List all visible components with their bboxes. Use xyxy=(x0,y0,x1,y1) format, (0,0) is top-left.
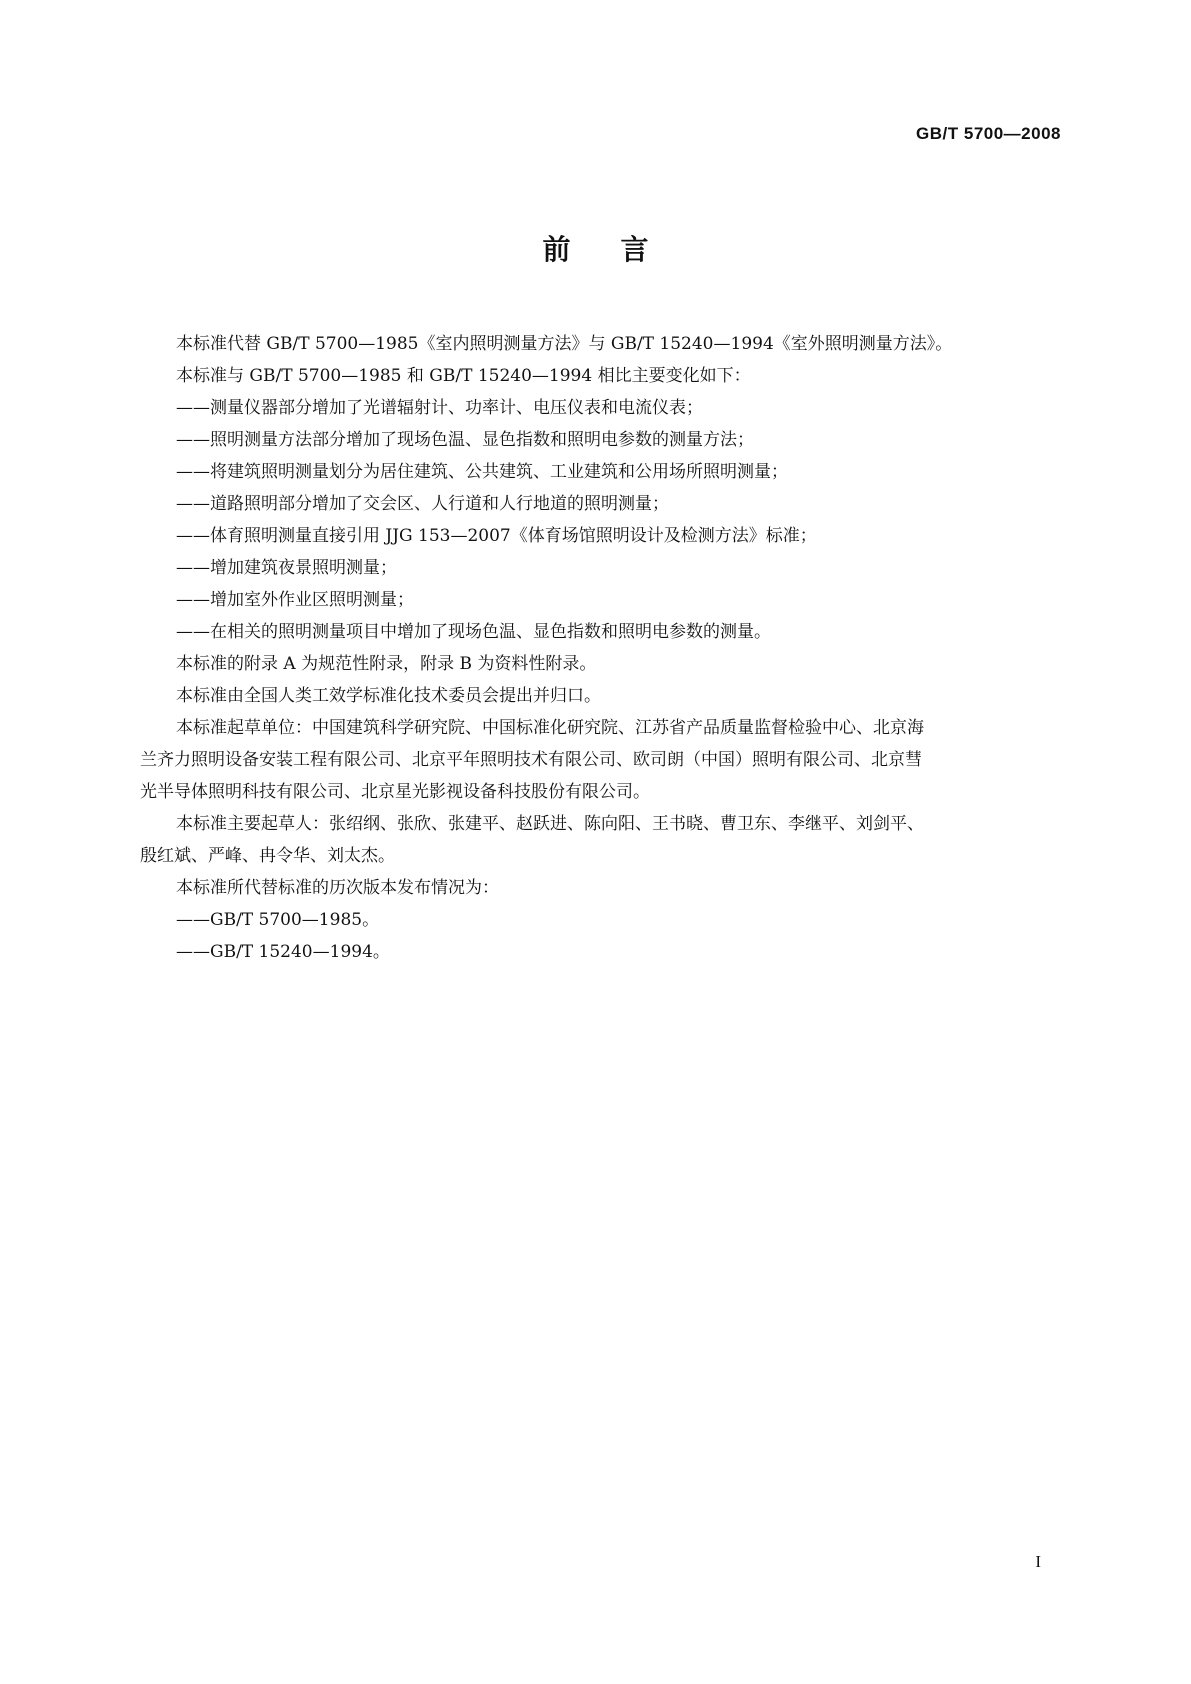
page-title: 前言 xyxy=(542,233,699,266)
text-line: 本标准由全国人类工效学标准化技术委员会提出并归口。 xyxy=(176,686,601,706)
list-item: ——照明测量方法部分增加了现场色温、显色指数和照明电参数的测量方法； xyxy=(176,430,754,450)
text-line: 本标准起草单位：中国建筑科学研究院、中国标准化研究院、江苏省产品质量监督检验中心、北京海 xyxy=(176,718,924,738)
list-item: ——体育照明测量直接引用 JJG 153—2007《体育场馆照明设计及检测方法》标准； xyxy=(176,526,817,546)
text-line: 本标准所代替标准的历次版本发布情况为： xyxy=(176,878,499,898)
text-line: 本标准的附录 A 为规范性附录，附录 B 为资料性附录。 xyxy=(176,654,597,674)
text-line: 本标准与 GB/T 5700—1985 和 GB/T 15240—1994 相比主要变化如下： xyxy=(176,366,751,386)
text-line: 本标准代替 GB/T 5700—1985《室内照明测量方法》与 GB/T 15240—1994《室外照明测量方法》。 xyxy=(176,334,953,354)
text-line: 光半导体照明科技有限公司、北京星光影视设备科技股份有限公司。 xyxy=(140,782,650,802)
list-item: ——测量仪器部分增加了光谱辐射计、功率计、电压仪表和电流仪表； xyxy=(176,398,703,418)
list-item: ——在相关的照明测量项目中增加了现场色温、显色指数和照明电参数的测量。 xyxy=(176,622,771,642)
standard-code: GB/T 5700—2008 xyxy=(916,124,1061,143)
text-line: 兰齐力照明设备安装工程有限公司、北京平年照明技术有限公司、欧司朗（中国）照明有限公司、北京彗 xyxy=(140,750,922,770)
list-item: ——将建筑照明测量划分为居住建筑、公共建筑、工业建筑和公用场所照明测量； xyxy=(176,462,788,482)
page-number: I xyxy=(1035,1552,1041,1571)
text-line: 殷红斌、严峰、冉令华、刘太杰。 xyxy=(140,846,395,866)
list-item: ——GB/T 15240—1994。 xyxy=(176,942,390,962)
list-item: ——道路照明部分增加了交会区、人行道和人行地道的照明测量； xyxy=(176,494,669,514)
text-line: 本标准主要起草人：张绍纲、张欣、张建平、赵跃进、陈向阳、王书晓、曹卫东、李继平、刘剑平、 xyxy=(176,814,924,834)
foreword-body xyxy=(140,328,1055,968)
list-item: ——GB/T 5700—1985。 xyxy=(176,910,380,930)
list-item: ——增加室外作业区照明测量； xyxy=(176,590,414,610)
list-item: ——增加建筑夜景照明测量； xyxy=(176,558,397,578)
